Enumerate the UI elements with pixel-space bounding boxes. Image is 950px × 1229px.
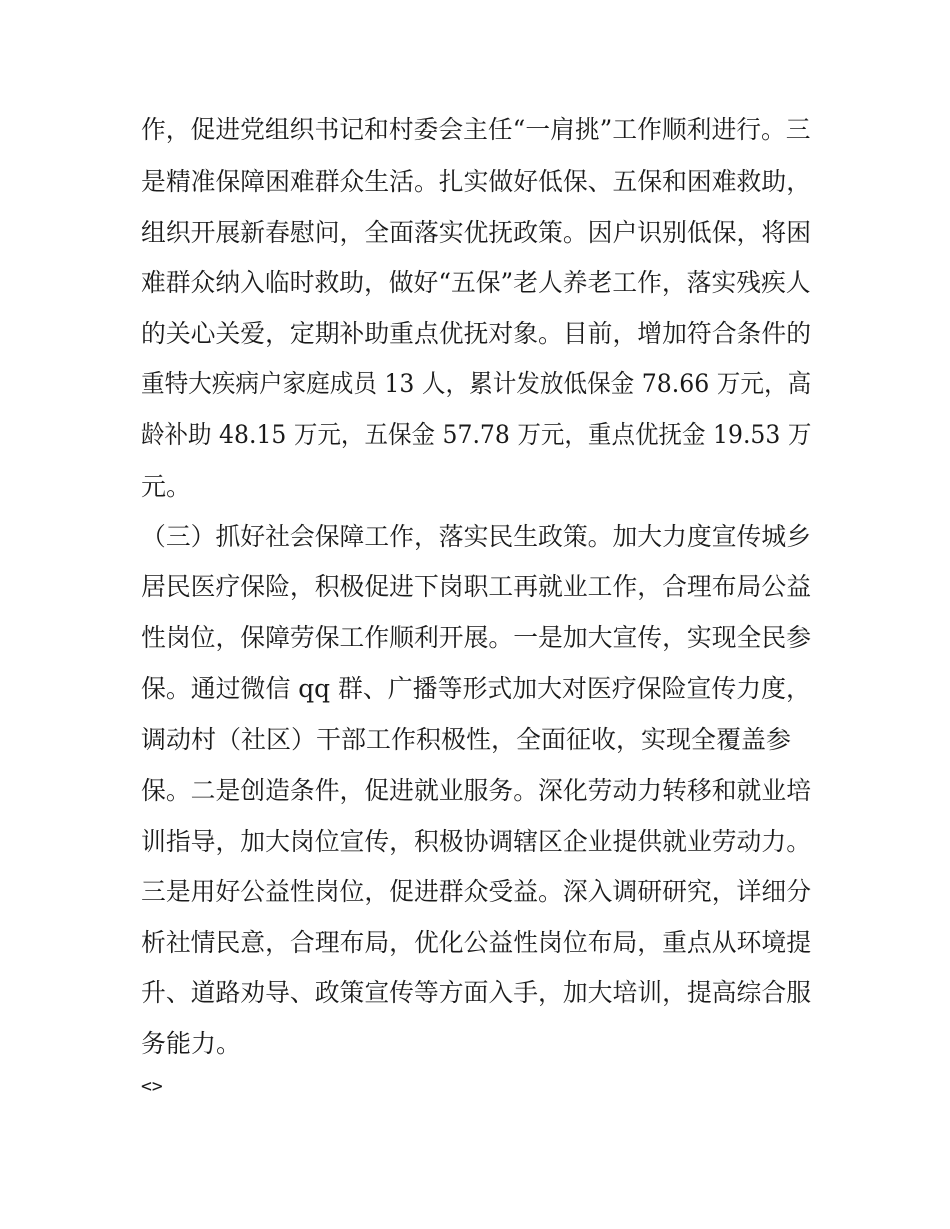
- text-line: 升、道路劝导、政策宣传等方面入手，加大培训，提高综合服: [141, 978, 812, 1007]
- text-line: 龄补助 48.15 万元，五保金 57.78 万元，重点优抚金 19.53 万: [141, 420, 812, 449]
- end-marker: <>: [141, 1076, 163, 1097]
- text-line: 保。二是创造条件，促进就业服务。深化劳动力转移和就业培: [141, 776, 812, 805]
- section-heading-line: （三）抓好社会保障工作，落实民生政策。加大力度宣传城乡: [141, 522, 812, 551]
- text-line: 务能力。: [141, 1029, 242, 1058]
- text-line: 组织开展新春慰问，全面落实优抚政策。因户识别低保，将困: [141, 218, 812, 247]
- text-line: 训指导，加大岗位宣传，积极协调辖区企业提供就业劳动力。: [141, 827, 812, 856]
- text-line: 保。通过微信 qq 群、广播等形式加大对医疗保险宣传力度，: [141, 674, 811, 703]
- text-line: 作，促进党组织书记和村委会主任“一肩挑”工作顺利进行。三: [141, 115, 811, 144]
- text-line: 居民医疗保险，积极促进下岗职工再就业工作，合理布局公益: [141, 572, 812, 601]
- text-line: 重特大疾病户家庭成员 13 人，累计发放低保金 78.66 万元，高: [141, 369, 812, 398]
- text-line: 元。: [141, 472, 192, 501]
- text-line: 是精准保障困难群众生活。扎实做好低保、五保和困难救助，: [141, 167, 812, 196]
- text-line: 三是用好公益性岗位，促进群众受益。深入调研研究，详细分: [141, 877, 812, 906]
- text-line: 性岗位，保障劳保工作顺利开展。一是加大宣传，实现全民参: [141, 623, 812, 652]
- text-line: 调动村（社区）干部工作积极性，全面征收，实现全覆盖参: [141, 725, 792, 754]
- text-line: 难群众纳入临时救助，做好“五保”老人养老工作，落实残疾人: [141, 268, 811, 297]
- text-line: 析社情民意，合理布局，优化公益性岗位布局，重点从环境提: [141, 928, 812, 957]
- text-line: 的关心关爱，定期补助重点优抚对象。目前，增加符合条件的: [141, 319, 812, 348]
